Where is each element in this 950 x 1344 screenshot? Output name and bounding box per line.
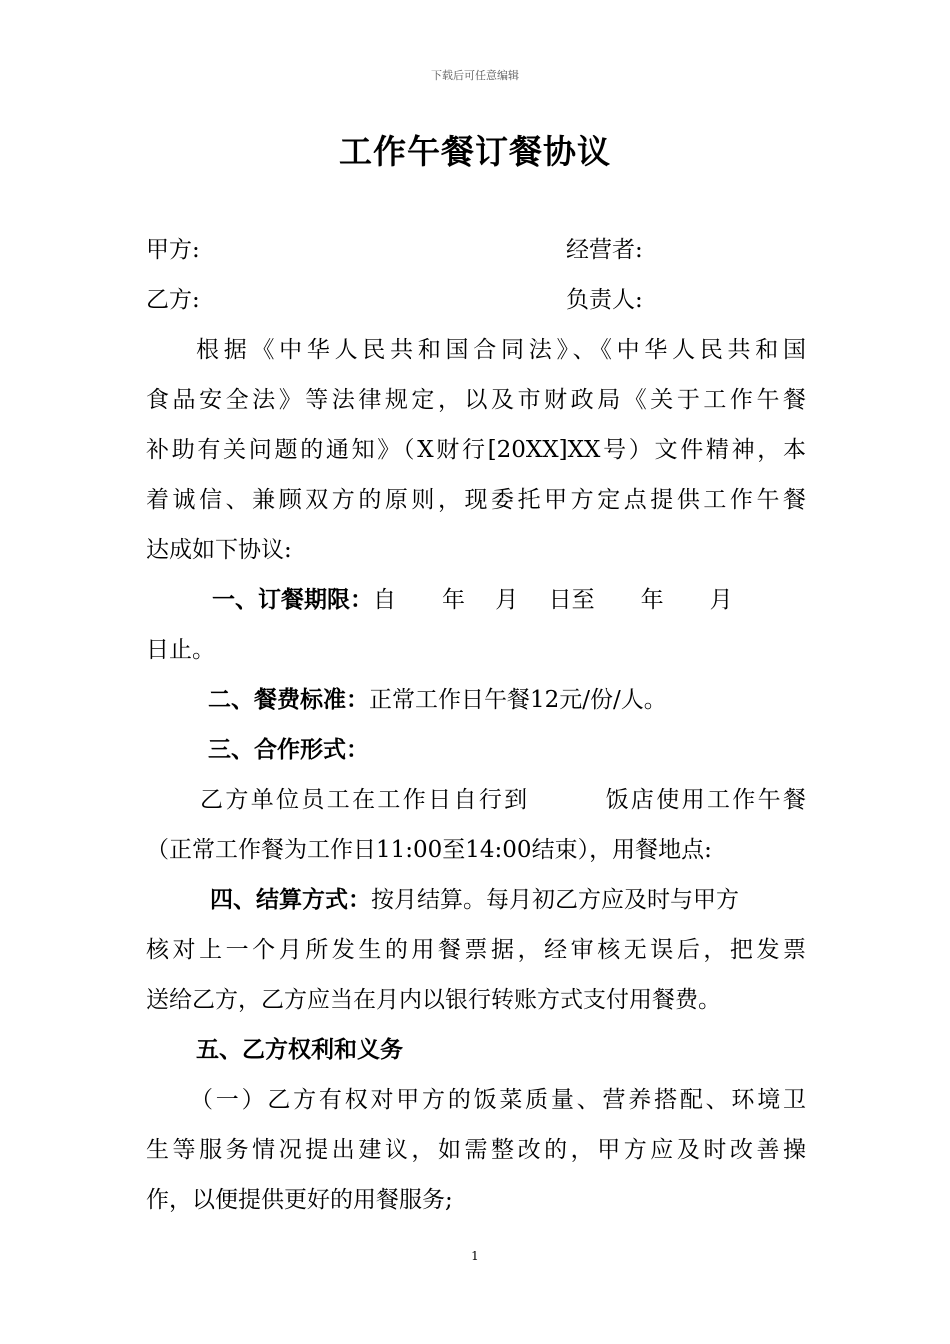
intro-line: 达成如下协议: [146,537,292,563]
section4-line: 核对上一个月所发生的用餐票据，经审核无误后，把发票 [146,937,806,963]
intro-line: 食品安全法》等法律规定，以及市财政局《关于工作午餐 [146,387,806,413]
section4-text: 按月结算。每月初乙方应及时与甲方 [371,887,739,913]
section3-line: 乙方单位员工在工作日自行到 饭店使用工作午餐 [200,787,806,813]
section2-heading: 二、餐费标准： [208,687,369,713]
operator-label: 经营者: [566,237,643,263]
section5-line: 作，以便提供更好的用餐服务; [146,1187,453,1213]
intro-line: 根据《中华人民共和国合同法》、《中华人民共和国 [196,337,806,363]
intro-line: 补助有关问题的通知》（X财行[20XX]XX号）文件精神，本 [146,437,806,463]
section1-text2: 日止。 [146,637,215,663]
responsible-label: 负责人: [566,287,643,313]
section1-line [212,585,806,615]
header-note: 下载后可任意编辑 [431,69,519,82]
section2-line [208,685,806,715]
section2-text: 正常工作日午餐12元/份/人。 [369,687,667,713]
party-a-label: 甲方: [146,237,200,263]
section4-line: 送给乙方，乙方应当在月内以银行转账方式支付用餐费。 [146,987,721,1013]
intro-line: 着诚信、兼顾双方的原则，现委托甲方定点提供工作午餐 [146,487,806,513]
party-b-label: 乙方: [146,287,200,313]
document-title: 工作午餐订餐协议 [339,132,611,171]
section3-line: （正常工作餐为工作日11:00至14:00结束），用餐地点: [146,837,712,863]
section1-heading: 一、订餐期限： [212,587,373,613]
page-number: 1 [471,1249,479,1263]
section5-heading: 五、乙方权利和义务 [196,1037,403,1063]
section5-line: 生等服务情况提出建议，如需整改的，甲方应及时改善操 [146,1137,806,1163]
section1-text: 自 年 月 日至 年 月 [373,587,733,613]
section4-heading: 四、结算方式： [210,887,371,913]
section3-heading: 三、合作形式： [208,737,369,763]
section4-line [210,885,806,915]
section5-line: （一）乙方有权对甲方的饭菜质量、营养搭配、环境卫 [190,1087,806,1113]
